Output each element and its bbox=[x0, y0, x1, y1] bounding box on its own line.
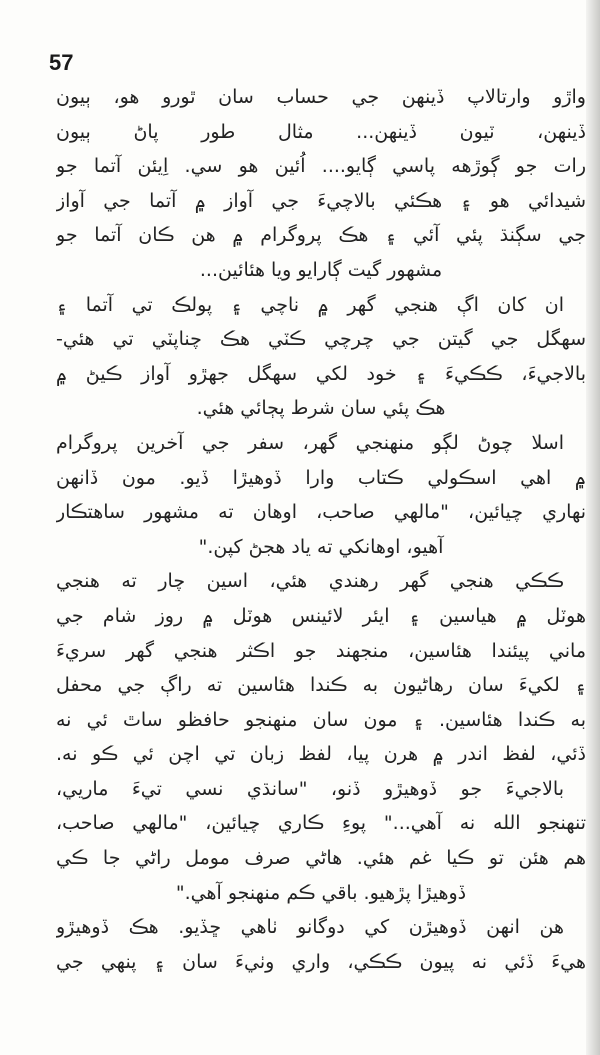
text-line: هن انهن ڏوهيڙن کي دوگانو ٺاهي ڇڏيو. هڪ ڏوهيڙو bbox=[56, 916, 564, 939]
page-edge-shadow bbox=[586, 0, 600, 1055]
text-line: ان کان اڳ هنجي گهر ۾ ناچي ۽ پولڪ تي آتما ۽ bbox=[56, 293, 564, 316]
text-line: هيءَ ڏئي نه پيون ڪڪي، واري وٺيءَ سان ۽ پنهي جي bbox=[56, 950, 586, 973]
text-line: ۾ اهي اسڪولي ڪتاب وارا ڏوهيڙا ڏيو. مون ڏانهن bbox=[56, 466, 586, 489]
text-line: ماني پيئندا هئاسين، منجهند جو اڪثر هنجي گهر سريءَ bbox=[56, 639, 586, 662]
text-line: ڏوهيڙا پڙهيو. باقي ڪم منهنجو آهي." bbox=[175, 881, 467, 904]
text-line: اسلا چوڻ لڳو منهنجي گهر، سفر جي آخرين پروگرام bbox=[56, 431, 564, 454]
text-line: هوٽل ۾ هياسين ۽ ايئر لائينس هوٽل ۾ روز شام جي bbox=[56, 604, 586, 627]
text-line: آهيو، اوهانکي ته ياد هجڻ کپن." bbox=[198, 535, 444, 558]
text-line: رات جو ڳوڙهه پاسي ڳايو.... اُئين هو سي. اِيئن آتما جو bbox=[56, 155, 586, 178]
text-line: ۽ لکيءَ سان رهاڻيون به ڪندا هئاسين ته راڳ جي محفل bbox=[56, 674, 586, 697]
text-line: ڪڪي هنجي گهر رهندي هئي، اسين چار ته هنجي bbox=[56, 570, 564, 593]
text-line: بالاجيءَ جو ڏوهيڙو ڏنو، "سانڌي نسي تيءَ ماريي، bbox=[56, 777, 564, 800]
text-line: به ڪندا هئاسين. ۽ مون سان منهنجو حافظو ساٿ ئي نه bbox=[56, 708, 586, 731]
text-line: واڙو وارتالاپ ڏينهن جي حساب سان ٿورو هو، ٻيون bbox=[56, 86, 586, 108]
text-line: سهگل جي گيتن جي چرچي ڪٽي هڪ چناپٽي تي هئي- bbox=[56, 328, 586, 351]
page-number: 57 bbox=[49, 50, 74, 75]
text-line: هم هئن تو ڪيا غم هئي. هاڻي صرف مومل راڻي جا ڪي bbox=[56, 847, 586, 870]
text-line: ڏئي، لفظ اندر ۾ هرن پيا، لفظ زبان تي اچن ئي ڪو نه. bbox=[56, 743, 586, 766]
text-line: مشهور گيت ڳارايو ويا هئائين... bbox=[199, 258, 443, 281]
text-line: ڏينهن، ٽيون ڏينهن... مثال طور پاڻ ٻيون bbox=[56, 120, 586, 143]
text-line: هڪ پئي سان شرط پڄائي هئي. bbox=[196, 397, 446, 420]
text-line: شيدائي هو ۽ هڪئي بالاچيءَ جي آواز ۾ آتما جي آواز bbox=[56, 189, 586, 212]
text-line: جي سڳنڌ پئي آئي ۽ هڪ پروگرام ۾ هن ڪان آتما جو bbox=[56, 224, 586, 247]
body-text bbox=[56, 80, 586, 979]
text-line: بالاجيءَ، ڪڪيءَ ۽ خود لکي سهگل جهڙو آواز ڪيڻ ۾ bbox=[56, 362, 586, 385]
text-line: نهاري چيائين، "مالهي صاحب، اوهان ته مشهور ساهتڪار bbox=[56, 501, 586, 524]
text-line: تنهنجو الله نه آهي..." پوءِ ڪاري چيائين، "مالهي صاحب، bbox=[56, 812, 586, 835]
